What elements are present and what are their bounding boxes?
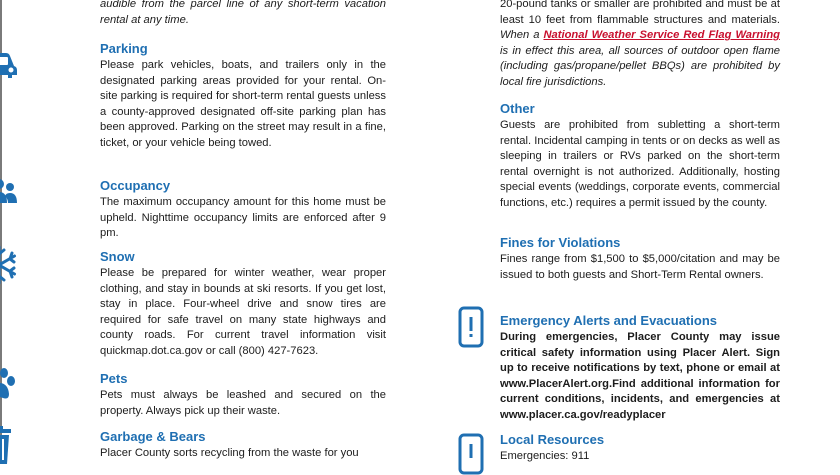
fire-tail-text — [500, 0, 780, 91]
section-body: Emergencies: 911 — [500, 450, 590, 462]
noise-tail-text: audible from the parcel line of any short-term vacation rental at any time. — [100, 0, 386, 26]
section-title: Snow — [100, 249, 135, 264]
section-title: Occupancy — [100, 178, 171, 193]
fire-text-3: is in effect this area, all sources of outdoor open flame (including gas/propane/pellet BBQs) are prohibited by local fire jurisdictions. — [500, 44, 780, 88]
section-parking — [40, 40, 386, 152]
section-body: Please park vehicles, boats, and trailers only in the designated parking areas provided for your rental. On-site parking is required for short-term rental guests unless a county-approved designated off-site parking plan has been approved. Parking on the street may result in a fine, ticket, or your vehicle being towed. — [100, 59, 386, 149]
section-body: During emergencies, Placer County may issue critical safety information using Placer Alert. Sign up to receive notifications by text, phone or email at www.PlacerAlert.org.Find additional information for current conditions, incidents, and emergencies at www.placer.ca.gov/readyplacer — [500, 331, 780, 421]
fire-text-2: When a — [500, 29, 544, 42]
fire-text-1: 20-pound tanks or smaller are prohibited and must be at least 10 feet from flammable structures and materials. — [500, 0, 780, 26]
section-body: The maximum occupancy amount for this home must be upheld. Nighttime occupancy limits are enforced after 9 pm. — [100, 196, 386, 240]
section-title: Local Resources — [500, 432, 605, 447]
section-title: Fines for Violations — [500, 235, 621, 250]
section-body: Fines range from $1,500 to $5,000/citation and may be issued to both guests and Short-Term Rental owners. — [500, 253, 780, 281]
car-icon — [0, 42, 20, 84]
section-other — [500, 100, 780, 212]
paw-icon — [0, 364, 20, 406]
section-title: Other — [500, 101, 535, 116]
section-title: Parking — [100, 41, 148, 56]
people-icon — [0, 173, 20, 215]
section-occupancy — [40, 177, 386, 242]
section-garbage — [40, 428, 386, 462]
section-emergency — [500, 312, 780, 424]
section-pets — [40, 370, 386, 419]
section-snow — [40, 248, 386, 360]
red-flag-link[interactable]: National Weather Service Red Flag Warning — [543, 29, 780, 42]
section-title: Pets — [100, 371, 128, 386]
snowflake-icon — [0, 244, 20, 286]
phone-info-icon — [458, 433, 484, 475]
section-title: Garbage & Bears — [100, 429, 206, 444]
section-fines — [500, 234, 780, 283]
section-body: Pets must always be leashed and secured on the property. Always pick up their waste. — [100, 389, 386, 417]
phone-alert-icon — [458, 306, 484, 348]
section-title: Emergency Alerts and Evacuations — [500, 313, 717, 328]
section-body: Please be prepared for winter weather, wear proper clothing, and stay in bounds at ski resorts. If you get lost, stay in place. Four-wheel drive and snow tires are required for safe travel on many state highways and county roads. For current travel information visit quickmap.dot.ca.gov or call (800) 427-7623. — [100, 267, 386, 357]
section-body: Guests are prohibited from subletting a short-term rental. Incidental camping in tents or on decks as well as sleeping in trailers or RVs parked on the short-term rental overnight is not authorized. Additionally, hosting special events (weddings, corporate events, commercial functions, etc.) requires a permit issued by the county. — [500, 119, 780, 209]
section-body: Placer County sorts recycling from the waste for you — [100, 447, 359, 459]
